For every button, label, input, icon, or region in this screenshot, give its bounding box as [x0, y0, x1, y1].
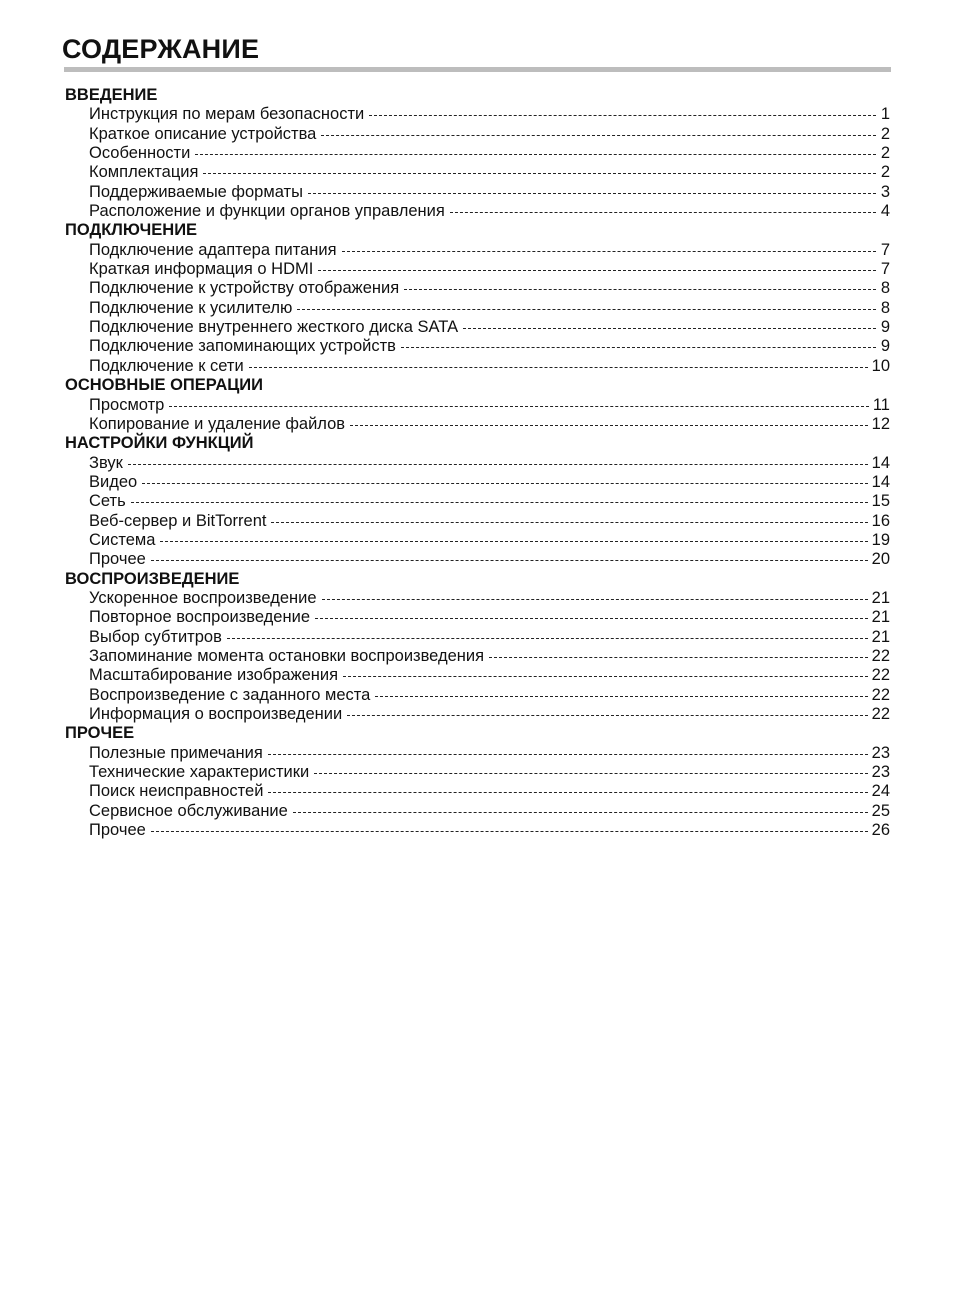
toc-entry[interactable] [64, 647, 890, 666]
toc-entry-label: Особенности [89, 144, 191, 163]
toc-page-number: 12 [871, 414, 890, 433]
toc-entry-label: Веб-сервер и BitTorrent [89, 511, 267, 530]
toc-entry[interactable] [64, 802, 890, 821]
toc-entry[interactable] [64, 589, 890, 608]
toc-page-number: 10 [871, 356, 890, 375]
toc-entry-label: Прочее [89, 550, 146, 569]
toc-section-heading: ПОДКЛЮЧЕНИЕ [65, 221, 198, 240]
toc-page-number: 2 [880, 144, 890, 163]
toc-entry-label: Подключение к усилителю [89, 298, 293, 317]
toc-dot-leader [297, 309, 876, 310]
toc-dot-leader [227, 638, 868, 639]
toc-entry-label: Копирование и удаление файлов [89, 414, 346, 433]
toc-section-heading: ОСНОВНЫЕ ОПЕРАЦИИ [65, 376, 264, 395]
toc-dot-leader [268, 754, 868, 755]
toc-entry-label: Видео [89, 472, 138, 491]
toc-dot-leader [142, 483, 867, 484]
toc-entry-label: Комплектация [89, 163, 199, 182]
toc-page-number: 20 [871, 550, 890, 569]
toc-entry[interactable] [64, 744, 890, 763]
toc-entry-label: Сеть [89, 492, 126, 511]
toc-entry-label: Расположение и функции органов управления [89, 202, 445, 221]
toc-section-heading: ВВЕДЕНИЕ [65, 86, 158, 104]
toc-entry[interactable] [64, 318, 890, 337]
toc-entry-label: Система [89, 530, 156, 549]
toc-entry-label: Подключение адаптера питания [89, 240, 337, 259]
toc-page-number: 21 [871, 627, 890, 646]
toc-entry-label: Инструкция по мерам безопасности [89, 105, 365, 124]
toc-dot-leader [401, 347, 876, 348]
toc-entry[interactable] [64, 144, 890, 163]
toc-dot-leader [308, 193, 876, 194]
toc-entry-label: Выбор субтитров [89, 627, 222, 646]
toc-entry-label: Воспроизведение с заданного места [89, 685, 371, 704]
toc-dot-leader [160, 541, 867, 542]
toc-entry-label: Прочее [89, 821, 146, 840]
toc-entry[interactable] [64, 492, 890, 511]
toc-dot-leader [249, 367, 868, 368]
toc-entry-label: Масштабирование изображения [89, 666, 339, 685]
toc-page-number: 9 [880, 318, 890, 337]
toc-page-number: 16 [871, 511, 890, 530]
toc-dot-leader [169, 406, 869, 407]
page-title: СОДЕРЖАНИЕ [62, 34, 260, 64]
toc-entry-label: Подключение к сети [89, 356, 244, 375]
toc-dot-leader [195, 154, 876, 155]
toc-dot-leader [151, 831, 868, 832]
toc-page-number: 14 [871, 472, 890, 491]
toc-entry[interactable] [64, 241, 890, 260]
toc-entry[interactable] [64, 550, 890, 569]
toc-entry[interactable] [64, 105, 890, 124]
toc-entry[interactable] [64, 686, 890, 705]
toc-entry-label: Звук [89, 453, 123, 472]
toc-page-number: 25 [871, 801, 890, 820]
toc-entry[interactable] [64, 183, 890, 202]
toc-entry[interactable] [64, 821, 890, 840]
toc-dot-leader [347, 715, 867, 716]
toc-page-number: 8 [880, 298, 890, 317]
toc-dot-leader [322, 599, 868, 600]
toc-dot-leader [375, 696, 867, 697]
toc-dot-leader [450, 212, 876, 213]
toc-page-number: 23 [871, 743, 890, 762]
toc-entry[interactable] [64, 628, 890, 647]
table-of-contents [64, 86, 890, 840]
toc-dot-leader [343, 676, 868, 677]
toc-entry[interactable] [64, 357, 890, 376]
toc-entry-label: Подключение к устройству отображения [89, 279, 400, 298]
toc-dot-leader [321, 135, 876, 136]
toc-entry-label: Технические характеристики [89, 763, 310, 782]
toc-dot-leader [293, 812, 868, 813]
toc-entry[interactable] [64, 125, 890, 144]
toc-page-number: 21 [871, 588, 890, 607]
toc-entry[interactable] [64, 454, 890, 473]
toc-entry-label: Запоминание момента остановки воспроизведения [89, 646, 485, 665]
toc-page-number: 9 [880, 337, 890, 356]
toc-dot-leader [268, 792, 867, 793]
toc-entry[interactable] [64, 163, 890, 182]
toc-dot-leader [342, 251, 876, 252]
title-divider [64, 67, 891, 72]
toc-page-number: 8 [880, 279, 890, 298]
toc-page-number: 11 [872, 395, 890, 414]
toc-page-number: 22 [871, 666, 890, 685]
toc-dot-leader [128, 464, 868, 465]
toc-dot-leader [151, 560, 868, 561]
toc-page-number: 7 [880, 260, 890, 279]
toc-entry[interactable] [64, 396, 890, 415]
toc-entry-label: Полезные примечания [89, 743, 263, 762]
toc-entry-label: Ускоренное воспроизведение [89, 588, 317, 607]
toc-entry[interactable] [64, 763, 890, 782]
toc-entry-label: Подключение внутреннего жесткого диска SATA [89, 318, 459, 337]
toc-page-number: 19 [871, 530, 890, 549]
toc-entry-label: Сервисное обслуживание [89, 801, 288, 820]
toc-entry[interactable] [64, 705, 890, 724]
toc-dot-leader [314, 773, 867, 774]
toc-page-number: 7 [880, 240, 890, 259]
toc-dot-leader [489, 657, 868, 658]
toc-page-number: 21 [871, 608, 890, 627]
toc-entry-label: Поиск неисправностей [89, 782, 264, 801]
toc-entry-label: Поддерживаемые форматы [89, 182, 303, 201]
toc-section-heading: ВОСПРОИЗВЕДЕНИЕ [65, 569, 240, 588]
toc-entry[interactable] [64, 260, 890, 279]
toc-entry[interactable] [64, 531, 890, 550]
toc-entry[interactable] [64, 782, 890, 801]
toc-page-number: 24 [871, 782, 890, 801]
toc-entry[interactable] [64, 337, 890, 356]
toc-entry-label: Просмотр [89, 395, 165, 414]
toc-page-number: 26 [871, 821, 890, 840]
toc-page-number: 22 [871, 646, 890, 665]
toc-entry[interactable] [64, 473, 890, 492]
toc-dot-leader [271, 522, 867, 523]
toc-page-number: 14 [871, 453, 890, 472]
toc-entry[interactable] [64, 279, 890, 298]
toc-dot-leader [131, 502, 868, 503]
toc-entry[interactable] [64, 512, 890, 531]
toc-page-number: 1 [880, 105, 890, 124]
toc-entry-label: Подключение запоминающих устройств [89, 337, 396, 356]
toc-page-number: 22 [871, 685, 890, 704]
toc-page-number: 15 [871, 492, 890, 511]
toc-page-number: 3 [880, 182, 890, 201]
toc-dot-leader [203, 173, 876, 174]
toc-entry-label: Краткая информация о HDMI [89, 260, 314, 279]
toc-dot-leader [404, 289, 876, 290]
toc-entry[interactable] [64, 299, 890, 318]
toc-page-number: 22 [871, 705, 890, 723]
toc-dot-leader [318, 270, 876, 271]
toc-dot-leader [463, 328, 876, 329]
toc-entry[interactable] [64, 202, 890, 221]
toc-entry[interactable] [64, 415, 890, 434]
toc-entry-label: Повторное воспроизведение [89, 608, 310, 627]
toc-entry-label: Краткое описание устройства [89, 124, 317, 143]
toc-section-heading: ПРОЧЕЕ [65, 724, 135, 743]
toc-entry-label: Информация о воспроизведении [89, 705, 343, 723]
toc-section-heading: НАСТРОЙКИ ФУНКЦИЙ [65, 434, 254, 453]
toc-page-number: 2 [880, 124, 890, 143]
toc-dot-leader [350, 425, 868, 426]
toc-dot-leader [315, 618, 868, 619]
toc-page-number: 2 [880, 163, 890, 182]
toc-dot-leader [369, 115, 876, 116]
toc-page-number: 4 [880, 202, 890, 221]
toc-entry[interactable] [64, 666, 890, 685]
toc-entry[interactable] [64, 608, 890, 627]
toc-page-number: 23 [871, 763, 890, 782]
